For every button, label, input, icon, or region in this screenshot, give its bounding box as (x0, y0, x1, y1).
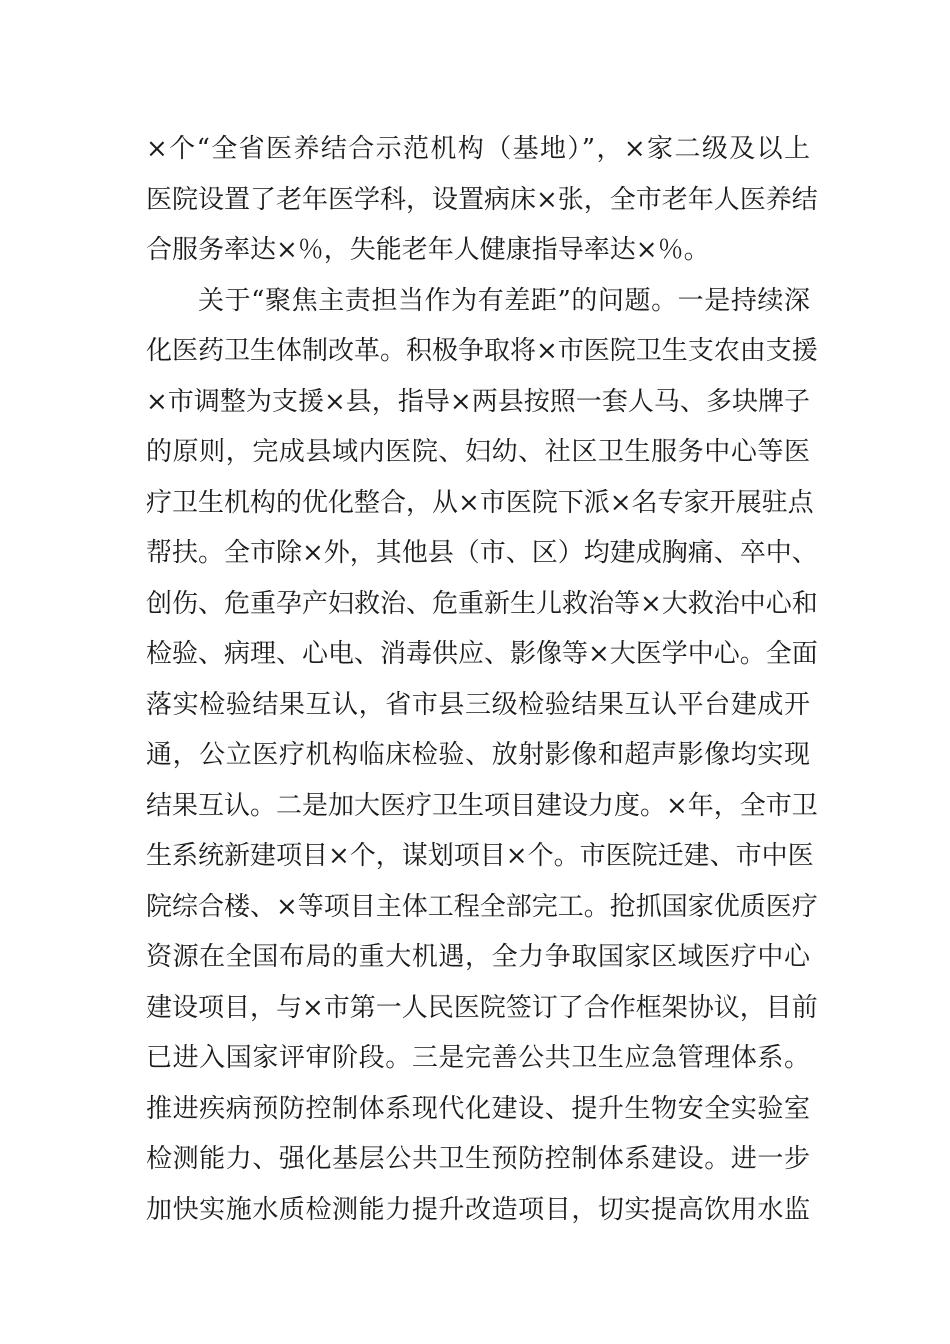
text-line: 落实检验结果互认，省市县三级检验结果互认平台建成开 (146, 689, 810, 720)
text-line: 建设项目，与×市第一人民医院签订了合作框架协议，目前 (146, 992, 818, 1023)
text-line: 关于“聚焦主责担当作为有差距”的问题。一是持续深 (198, 285, 810, 316)
text-line: 化医药卫生体制改革。积极争取将×市医院卫生支农由支援 (146, 336, 818, 366)
text-line: 资源在全国布局的重大机遇，全力争取国家区域医疗中心 (146, 942, 810, 972)
body-text (146, 124, 818, 1235)
text-line: 院综合楼、×等项目主体工程全部完工。抢抓国家优质医疗 (146, 891, 818, 922)
text-line: 检验、病理、心电、消毒供应、影像等×大医学中心。全面 (146, 639, 818, 669)
text-line: 疗卫生机构的优化整合，从×市医院下派×名专家开展驻点 (146, 487, 814, 518)
text-line: 已进入国家评审阶段。三是完善公共卫生应急管理体系。 (146, 1043, 810, 1073)
text-line: 创伤、危重孕产妇救治、危重新生儿救治等×大救治中心和 (146, 588, 818, 619)
text-line: ×个“全省医养结合示范机构（基地）”，×家二级及以上 (146, 134, 810, 164)
text-line: 生系统新建项目×个，谋划项目×个。市医院迁建、市中医 (146, 841, 814, 871)
text-line: 加快实施水质检测能力提升改造项目，切实提高饮用水监 (146, 1194, 810, 1225)
text-line: 结果互认。二是加大医疗卫生项目建设力度。×年，全市卫 (146, 790, 818, 821)
text-line: 医院设置了老年医学科，设置病床×张，全市老年人医养结 (146, 184, 818, 215)
text-line: 合服务率达×％，失能老年人健康指导率达×％。 (146, 235, 710, 265)
text-line: 通，公立医疗机构临床检验、放射影像和超声影像均实现 (146, 740, 810, 770)
text-line: 推进疾病预防控制体系现代化建设、提升生物安全实验室 (146, 1093, 810, 1124)
text-line: ×市调整为支援×县，指导×两县按照一套人马、多块牌子 (146, 386, 810, 417)
text-line: 检测能力、强化基层公共卫生预防控制体系建设。进一步 (146, 1144, 810, 1174)
text-line: 帮扶。全市除×外，其他县（市、区）均建成胸痛、卒中、 (146, 538, 818, 568)
text-line: 的原则，完成县域内医院、妇幼、社区卫生服务中心等医 (146, 437, 810, 467)
